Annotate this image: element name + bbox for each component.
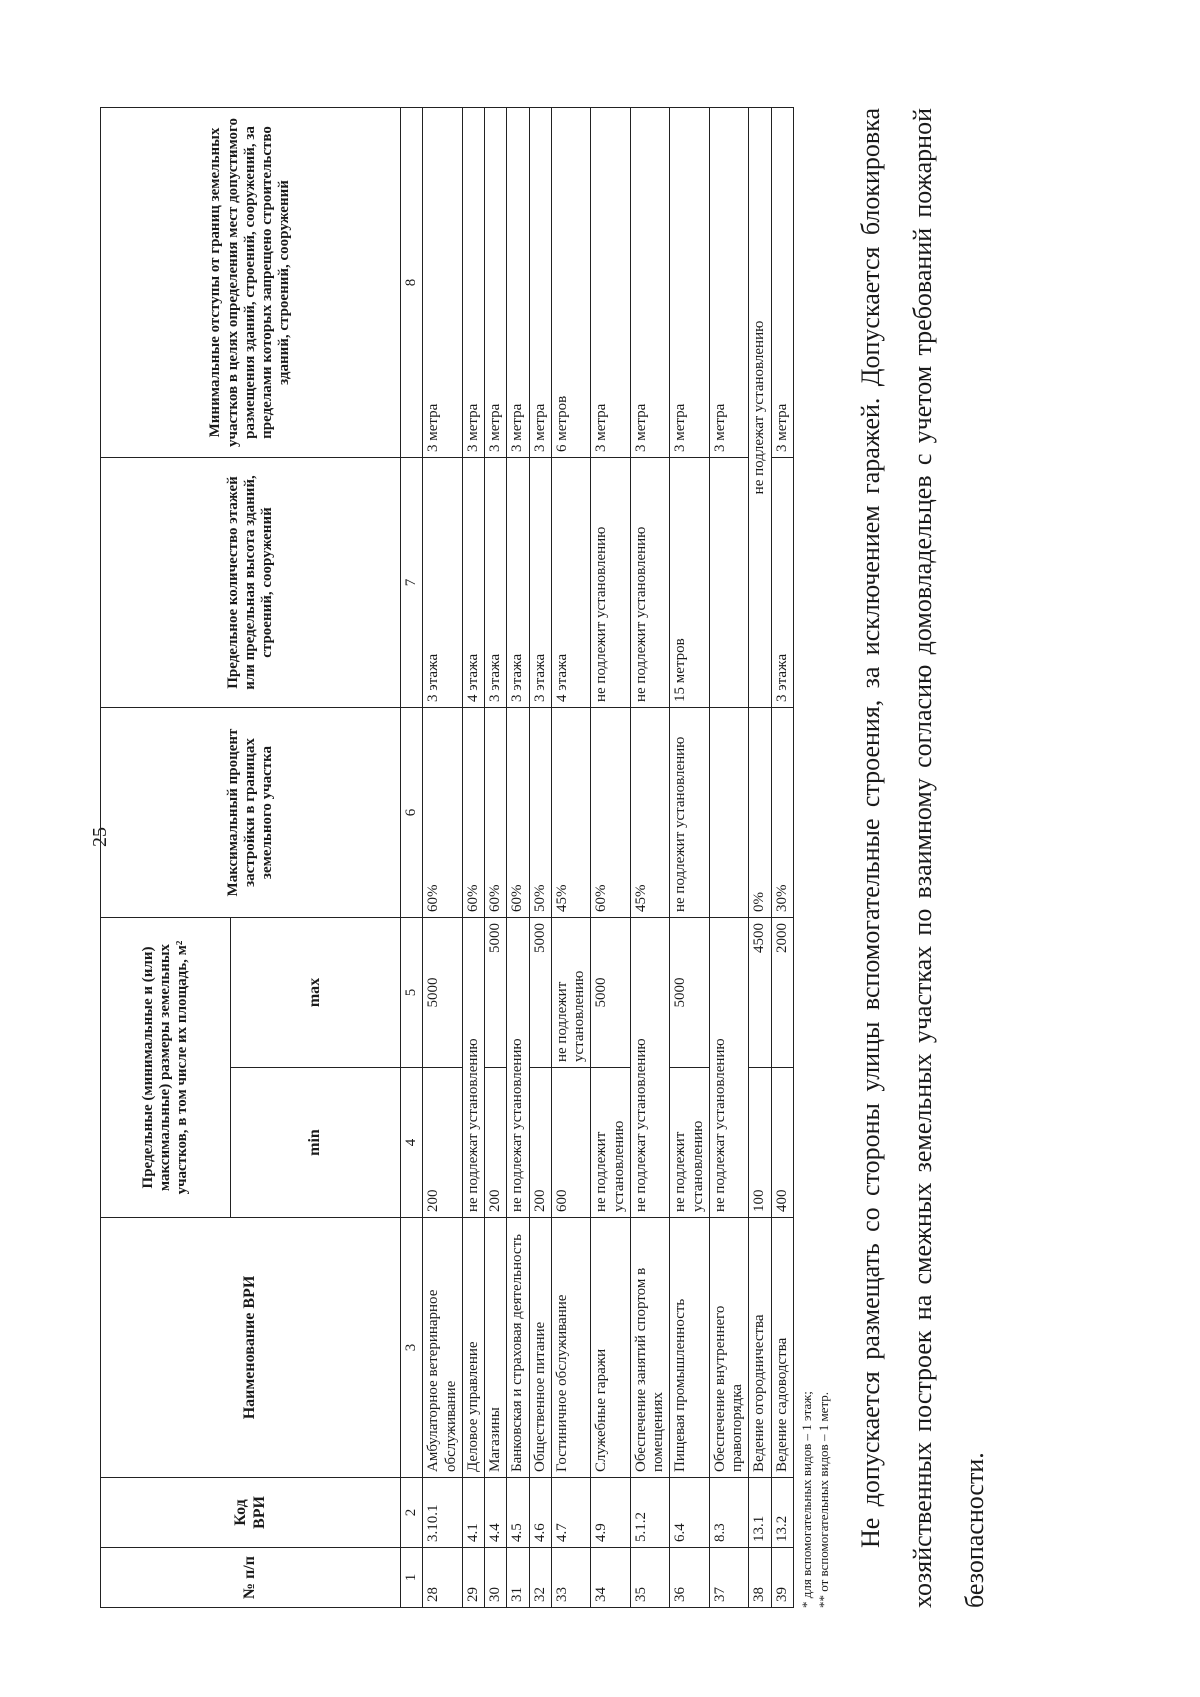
row-floors: не подлежит установлению <box>591 458 631 708</box>
row-percent: 60% <box>462 708 484 918</box>
row-name: Амбулаторное ветеринарное обслуживание <box>423 1218 463 1478</box>
row-percent: 45% <box>551 708 591 918</box>
row-name: Гостиничное обслуживание <box>551 1218 591 1478</box>
row-min: 600 <box>551 1068 591 1218</box>
row-setback: 3 метра <box>771 108 793 458</box>
row-number: 33 <box>551 1548 591 1608</box>
col-number: 5 <box>401 918 423 1068</box>
row-number: 30 <box>485 1548 507 1608</box>
page-number: 25 <box>89 827 111 847</box>
table-row <box>551 108 591 1608</box>
row-percent: 50% <box>529 708 551 918</box>
row-percent: 60% <box>507 708 529 918</box>
col-number: 4 <box>401 1068 423 1218</box>
row-code: 4.4 <box>485 1478 507 1548</box>
row-percent: не подлежит установлению <box>670 708 710 918</box>
rotated-page-content <box>100 38 1100 1658</box>
row-max: 4500 <box>749 918 771 1068</box>
row-code: 4.6 <box>529 1478 551 1548</box>
row-code: 8.3 <box>709 1478 749 1548</box>
row-code: 4.7 <box>551 1478 591 1548</box>
table-row <box>670 108 710 1608</box>
row-setback: 6 метров <box>551 108 591 458</box>
col-number: 3 <box>401 1218 423 1478</box>
note-setback: ** от вспомогательных видов – 1 метр. <box>816 1391 832 1608</box>
table-row <box>423 108 463 1608</box>
header-max-floors: Предельное количество этажей или предельная высота зданий, строений, сооружений <box>101 458 401 708</box>
row-setback: 3 метра <box>507 108 529 458</box>
row-max: 2000 <box>771 918 793 1068</box>
row-floors: 3 этажа <box>485 458 507 708</box>
row-minmax: не подлежат установлению <box>709 918 749 1218</box>
row-code: 13.2 <box>771 1478 793 1548</box>
row-number: 37 <box>709 1548 749 1608</box>
row-setback: 3 метра <box>529 108 551 458</box>
row-setback: 3 метра <box>591 108 631 458</box>
row-floors: 4 этажа <box>462 458 484 708</box>
row-floors <box>709 458 749 708</box>
row-number: 32 <box>529 1548 551 1608</box>
row-floors: 15 метров <box>670 458 710 708</box>
row-percent: 60% <box>485 708 507 918</box>
row-percent: 45% <box>630 708 670 918</box>
row-setback: 3 метра <box>670 108 710 458</box>
row-minmax: не подлежат установлению <box>630 918 670 1218</box>
row-code: 13.1 <box>749 1478 771 1548</box>
col-number: 1 <box>401 1548 423 1608</box>
row-floors: 3 этажа <box>507 458 529 708</box>
note-floors: * для вспомогательных видов – 1 этаж; <box>798 1391 814 1608</box>
row-floors: 3 этажа <box>423 458 463 708</box>
row-setback: 3 метра <box>485 108 507 458</box>
row-floors-setback: не подлежат установлению <box>749 108 771 708</box>
zoning-table <box>100 107 794 1608</box>
header-min-setback: Минимальные отступы от границ земельных участков в целях определения мест допустимого размещения зданий, строений, сооружений, за пределами которых запрещено строительство зданий, строений, сооружений <box>101 108 401 458</box>
row-number: 38 <box>749 1548 771 1608</box>
row-floors: 4 этажа <box>551 458 591 708</box>
table-row <box>749 108 771 1608</box>
header-plot-size: Предельные (минимальные и (или) максимальные) размеры земельных участков, в том числе их площадь, м² <box>101 918 231 1218</box>
row-percent: 60% <box>423 708 463 918</box>
row-min: 200 <box>485 1068 507 1218</box>
row-floors: 3 этажа <box>771 458 793 708</box>
row-name: Ведение огородничества <box>749 1218 771 1478</box>
table-row <box>709 108 749 1608</box>
table-row <box>485 108 507 1608</box>
row-code: 3.10.1 <box>423 1478 463 1548</box>
row-floors: не подлежит установлению <box>630 458 670 708</box>
row-max: 5000 <box>670 918 710 1068</box>
row-name: Служебные гаражи <box>591 1218 631 1478</box>
row-name: Банковская и страховая деятельность <box>507 1218 529 1478</box>
row-number: 34 <box>591 1548 631 1608</box>
row-max: 5000 <box>529 918 551 1068</box>
row-code: 4.9 <box>591 1478 631 1548</box>
col-number: 7 <box>401 458 423 708</box>
row-code: 4.5 <box>507 1478 529 1548</box>
row-max: 5000 <box>485 918 507 1068</box>
row-min: 100 <box>749 1068 771 1218</box>
table-row <box>462 108 484 1608</box>
row-floors: 3 этажа <box>529 458 551 708</box>
row-setback: 3 метра <box>423 108 463 458</box>
row-percent: 60% <box>591 708 631 918</box>
row-number: 31 <box>507 1548 529 1608</box>
row-min: 200 <box>423 1068 463 1218</box>
row-name: Обеспечение занятий спортом в помещениях <box>630 1218 670 1478</box>
table-row <box>507 108 529 1608</box>
row-setback: 3 метра <box>630 108 670 458</box>
header-min: min <box>231 1068 401 1218</box>
table-row <box>630 108 670 1608</box>
row-code: 6.4 <box>670 1478 710 1548</box>
row-name: Ведение садоводства <box>771 1218 793 1478</box>
body-paragraph: Не допускается размещать со стороны улицы вспомогательные строения, за исключением гаражей. Допускается блокировка хозяйственных построек на смежных земельных участках по взаимному согласию домовладельцев с учетом требований пожарной безопасности. <box>855 108 989 1608</box>
row-max: не подлежит установлению <box>551 918 591 1068</box>
row-number: 29 <box>462 1548 484 1608</box>
row-minmax: не подлежат установлению <box>462 918 484 1218</box>
row-min: не подлежит установлению <box>591 1068 631 1218</box>
column-number-row <box>401 108 423 1608</box>
row-setback: 3 метра <box>462 108 484 458</box>
row-percent: 0% <box>749 708 771 918</box>
row-number: 36 <box>670 1548 710 1608</box>
row-name: Деловое управление <box>462 1218 484 1478</box>
row-percent: 30% <box>771 708 793 918</box>
row-max: 5000 <box>591 918 631 1068</box>
header-code: Код ВРИ <box>101 1478 401 1548</box>
row-percent <box>709 708 749 918</box>
row-min: не подлежит установлению <box>670 1068 710 1218</box>
header-number: № п/п <box>101 1548 401 1608</box>
row-name: Обеспечение внутреннего правопорядка <box>709 1218 749 1478</box>
table-row <box>771 108 793 1608</box>
table-row <box>529 108 551 1608</box>
header-max: max <box>231 918 401 1068</box>
row-max: 5000 <box>423 918 463 1068</box>
col-number: 6 <box>401 708 423 918</box>
row-number: 39 <box>771 1548 793 1608</box>
col-number: 8 <box>401 108 423 458</box>
row-number: 35 <box>630 1548 670 1608</box>
table-row <box>591 108 631 1608</box>
header-row-1 <box>101 108 231 1608</box>
row-code: 5.1.2 <box>630 1478 670 1548</box>
table-notes <box>798 38 833 1608</box>
row-number: 28 <box>423 1548 463 1608</box>
row-minmax: не подлежат установлению <box>507 918 529 1218</box>
row-min: 400 <box>771 1068 793 1218</box>
row-min: 200 <box>529 1068 551 1218</box>
row-name: Магазины <box>485 1218 507 1478</box>
row-name: Общественное питание <box>529 1218 551 1478</box>
row-setback: 3 метра <box>709 108 749 458</box>
col-number: 2 <box>401 1478 423 1548</box>
header-name: Наименование ВРИ <box>101 1218 401 1478</box>
header-max-percent: Максимальный процент застройки в границах земельного участка <box>101 708 401 918</box>
row-code: 4.1 <box>462 1478 484 1548</box>
row-name: Пищевая промышленность <box>670 1218 710 1478</box>
